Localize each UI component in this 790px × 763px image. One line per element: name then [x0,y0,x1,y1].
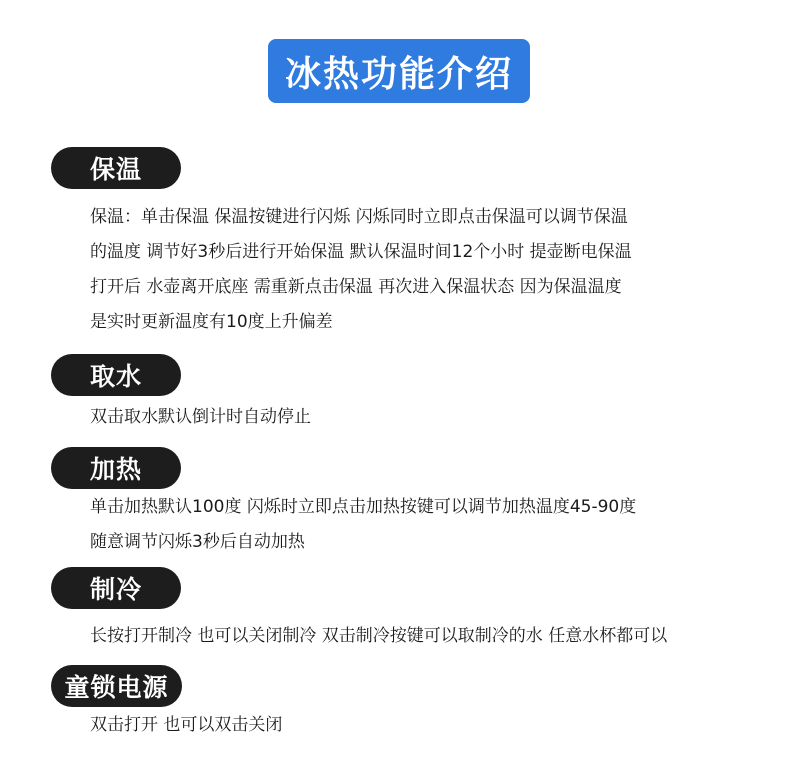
section-text-cooling [90,619,770,654]
section-text-keep-warm [90,200,740,340]
section-label-dispense-water: 取水 [51,354,181,396]
section-label-cooling: 制冷 [51,567,181,609]
text-line: 的温度 调节好3秒后进行开始保温 默认保温时间12个小时 提壶断电保温 [90,242,632,262]
text-line: 双击打开 也可以双击关闭 [90,715,283,735]
text-line: 保温：单击保温 保温按键进行闪烁 闪烁同时立即点击保温可以调节保温 [90,207,628,227]
section-text-heating [90,490,740,560]
text-line: 是实时更新温度有10度上升偏差 [90,312,333,332]
text-line: 长按打开制冷 也可以关闭制冷 双击制冷按键可以取制冷的水 任意水杯都可以 [90,626,668,646]
section-text-child-lock-power [90,708,740,743]
text-line: 单击加热默认100度 闪烁时立即点击加热按键可以调节加热温度45-90度 [90,497,637,517]
page-title: 冰热功能介绍 [268,39,530,103]
text-line: 双击取水默认倒计时自动停止 [90,407,311,427]
text-line: 打开后 水壶离开底座 需重新点击保温 再次进入保温状态 因为保温温度 [90,277,622,297]
section-label-child-lock-power: 童锁电源 [51,665,182,707]
text-line: 随意调节闪烁3秒后自动加热 [90,532,305,552]
section-label-heating: 加热 [51,447,181,489]
section-label-keep-warm: 保温 [51,147,181,189]
section-text-dispense-water [90,400,740,435]
